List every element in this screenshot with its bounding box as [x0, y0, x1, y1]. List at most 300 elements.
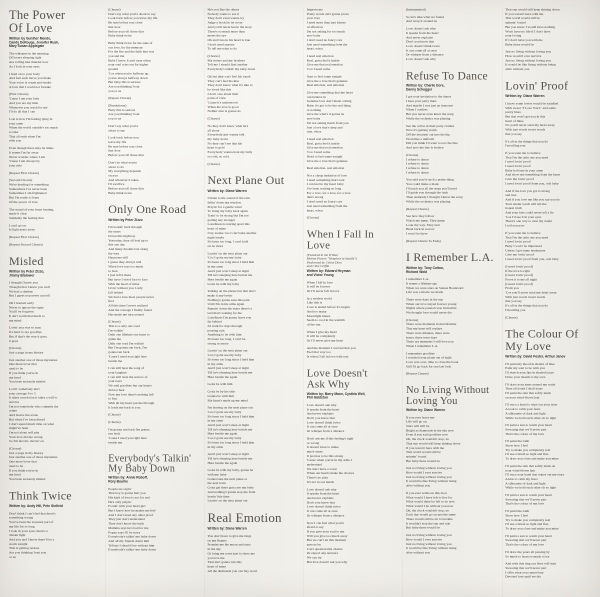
lyric-line: Watch my jump. They jump: [406, 218, 445, 223]
song-title-line: Only One Road: [108, 203, 187, 217]
lyric-line: What would I have left to live for: [406, 495, 453, 500]
lyric-line: about to say: [108, 128, 125, 133]
lyrics-stanza: [505, 464, 594, 490]
lyric-line: Everybody just wanna talk: [207, 133, 245, 137]
lyrics-stanza: [9, 93, 98, 115]
lyric-line: Don't you know that: [306, 500, 335, 505]
lyric-line: night lonely: [207, 235, 225, 240]
lyric-line: It wouldn't stop the sun and rain: [406, 521, 451, 526]
lyric-line: To tell me what to do: [207, 47, 237, 51]
lyric-line: I need something that's real: [306, 178, 345, 182]
lyric-line: This is getting serious: [9, 546, 40, 551]
lyric-line: heart of mine: [207, 227, 226, 231]
lyric-line: Your voice is warm and tender: [9, 81, 52, 85]
lyric-line: This world would still be: [505, 16, 540, 21]
writer-credit: [406, 266, 495, 274]
song-title: [505, 80, 594, 92]
lyric-line: 'Cause it's understood: [207, 101, 238, 105]
lyric-line: If the love is right: [505, 269, 530, 273]
lyrics-stanza: [108, 136, 197, 158]
lyric-line: I remember L.A.: [406, 277, 430, 282]
lyric-line: Never wonder where I am: [9, 155, 45, 159]
lyric-line: make it any better: [207, 294, 233, 298]
lyric-line: You been seriously misled: [9, 477, 46, 481]
lyric-line: Leavin' on the next plane out: [207, 499, 248, 503]
lyric-line: pretty lines: [505, 110, 521, 115]
lyric-line: Swearing that we'll never part: [505, 427, 547, 432]
lyric-line: 'Cos I need some: [306, 150, 331, 155]
lyric-line: Baby there would be: [505, 42, 534, 47]
lyrics-stanza: [307, 216, 396, 220]
lyric-line: But baby there would be: [406, 459, 440, 463]
lyric-line: It leads me back to you: [108, 405, 141, 410]
lyric-line: Just need something from the: [306, 204, 348, 208]
lyric-line: 'Cos I gotta see my baby: [207, 256, 242, 260]
lyric-line: It just has to be this strong: [306, 454, 344, 458]
lyric-line: your soul cries out for higher: [108, 63, 149, 67]
lyric-line: It's been too long since I held him: [207, 357, 255, 362]
lyric-line: Baby this is serious: [108, 108, 136, 112]
lyric-line: it goes: [9, 339, 19, 343]
song-title-line: When I Fall In: [306, 227, 375, 240]
lyric-line: Impress me: [306, 8, 323, 12]
lyric-line: Till he's sleeping here beside me: [207, 456, 253, 461]
song-title-line: My Love: [505, 339, 551, 353]
lyric-line: Are you thinking 'bout: [108, 112, 140, 117]
lyric-line: I refuse to dance: [406, 166, 429, 170]
lyric-line: you and me: [108, 54, 125, 59]
lyric-line: And you and I know there'll be a: [9, 537, 55, 542]
lyric-line: Love doesn't ask why: [406, 27, 436, 31]
lyric-line: my baby down: [207, 137, 228, 141]
lyric-line: I'll paint a sun to warm your heart: [505, 534, 552, 538]
lyric-line: How would I ever survive: [406, 537, 442, 542]
lyrics-stanza: [406, 352, 495, 369]
lyric-line: And maybe I was just an innocent: [406, 103, 453, 108]
lyric-line: They don't even wanna try: [207, 16, 245, 21]
song-title-line: Loving You: [406, 394, 458, 407]
credit-line: Written by: David Foster, Arthur Janov: [505, 355, 566, 359]
lyric-line: Just need something from the: [306, 42, 348, 47]
credit-line: Written by: Diane Warren: [207, 527, 247, 531]
lyric-line: used to be: [9, 464, 23, 468]
lyric-line: His kind of love is not for real: [108, 495, 150, 500]
lyric-line: But if that's the way it goes,: [9, 334, 48, 339]
lyric-line: you're always halfway down: [108, 76, 148, 80]
lyrics-stanza: [9, 326, 98, 343]
writer-credit: [307, 392, 396, 400]
lyric-line: Worn like a uniform: [406, 137, 434, 141]
lyric-line: I'm leaving on the next plane out: [207, 406, 253, 410]
lyric-line: With just words sweet words: [505, 295, 546, 299]
lyric-line: And you are my man: [9, 101, 39, 105]
lyric-line: My heart's made up my mind: [207, 398, 248, 403]
lyric-line: fallin' down my window: [207, 200, 242, 205]
lyrics-stanza: [505, 50, 594, 72]
lyric-line: Now my love there's nothing left: [108, 392, 154, 397]
lyric-line: While the orchestra was playing: [406, 199, 451, 204]
lyric-line: of affection: [306, 25, 323, 29]
lyric-line: Poppa says I'll be sorry: [108, 530, 141, 535]
lyric-line: And show me something from the heart: [505, 173, 560, 177]
note-line: Performed by Celine Dion: [306, 260, 342, 265]
lyrics-stanza: [9, 179, 98, 205]
lyric-line: Life was a movie we made: [406, 290, 444, 295]
lyric-line: My everything depends: [108, 169, 141, 174]
lyric-line: But when I've been dissed: [9, 417, 46, 422]
lyric-line: pass us by: [306, 543, 321, 547]
lyric-line: To bring my baby back again: [207, 209, 248, 214]
lyric-line: my head: [9, 375, 21, 380]
lyric-line: Leavin' on the next plane out: [207, 251, 248, 256]
lyric-line: I offer what you cannot buy: [505, 570, 544, 575]
lyric-line: I need real emotion: [306, 137, 334, 141]
lyric-line: Off the decanter cut into the hip: [406, 133, 450, 137]
lyric-line: You been seriously misled: [9, 380, 46, 384]
lyrics-column-5: [403, 8, 495, 597]
lyric-line: When we were stars on Sunset Boulevard: [406, 286, 464, 290]
lyric-line: With sweet "I Love You's" and some: [505, 106, 556, 110]
lyric-line: Yesterday, they all lead up to: [108, 238, 149, 243]
lyric-line: can believe in: [306, 95, 326, 99]
lyric-line: your laughter: [108, 370, 127, 375]
lyrics-stanza: [307, 281, 396, 294]
lyric-line: Baby think twice: [108, 191, 132, 195]
lyric-line: Now I can feel what you're: [306, 521, 345, 525]
lyric-line: on my fingers: [207, 538, 227, 543]
lyrics-stanza: [307, 346, 396, 359]
lyric-line: strong no more: [207, 341, 229, 346]
lyric-line: Swearing that we'll never part: [505, 538, 547, 543]
lyric-line: Of lovers sleeping tight: [9, 56, 42, 60]
credit-line: Candy DeRouge, Jennifer Rush,: [9, 40, 60, 45]
lyric-line: One more lover that: [9, 362, 37, 367]
lyrics-stanza: [505, 550, 594, 559]
song-title-line: I Remember L.A.: [406, 251, 494, 265]
lyric-line: There would still be air to breathe: [406, 517, 453, 522]
lyric-line: It's hard to say goodbye: [9, 330, 42, 335]
lyric-line: And all my friends doubt him: [108, 539, 150, 543]
lyric-line: Just no living without loving you: [505, 58, 551, 63]
lyric-line: Unless I get some tenderness: [505, 248, 546, 253]
lyric-line: Mamma says he's bad for me: [108, 526, 149, 530]
lyrics-stanza: [9, 52, 98, 69]
lyric-line: alive without you: [406, 550, 431, 555]
lyric-line: Baby I won't be impressed: [505, 244, 542, 248]
lyric-line: (I need lovin' proof): [505, 273, 533, 278]
lyrics-stanza: [9, 301, 98, 323]
lyric-line: I remember goodbye: [406, 351, 435, 356]
lyric-line: It would be like living without being: [406, 479, 457, 484]
lyric-line: I need lovin' proof: [505, 164, 531, 169]
lyric-line: And whatever it takes,: [108, 178, 140, 182]
lyric-line: with my baby: [207, 473, 227, 477]
credit-line: Written by: Diane Warren: [406, 408, 446, 412]
lyric-line: I need lovin' proof from you, ooh baby: [505, 257, 559, 262]
lyrics-stanza: [9, 236, 98, 240]
lyric-line: (I need lovin' proof): [505, 282, 533, 286]
lyric-line: Leavin' on the next plane out: [207, 349, 248, 353]
lyric-line: I'll paint the truth: [505, 509, 530, 514]
lyric-line: It seems I'm far away: [9, 150, 39, 155]
lyric-line: With all my heart put me through: [108, 401, 155, 405]
lyric-line: Give me lovin' proof: [505, 253, 534, 257]
lyric-line: Life will go on: [406, 420, 427, 424]
lyric-line: Love doesn't ask why: [306, 487, 337, 492]
song-title: [9, 9, 98, 35]
lyric-line: They can't feel his kiss: [207, 79, 239, 83]
lyric-line: No they can't see that his: [207, 141, 242, 146]
song-title-line: Lovin' Proof: [505, 79, 569, 93]
lyric-line: Give me that real emotion: [306, 63, 343, 67]
song-title: [9, 255, 98, 267]
lyric-line: But we can't let this moment: [306, 538, 347, 543]
lyric-line: Suddenly the feeling that: [9, 216, 44, 220]
lyrics-stanza: [9, 387, 98, 444]
lyric-line: that you say: [505, 299, 522, 304]
lyric-line: Then suddenly I thought I knew the song: [406, 195, 463, 200]
lyrics-column-6: [502, 8, 594, 597]
lyric-line: Don't think I can't feel that there's: [9, 511, 56, 516]
lyrics-stanza: [505, 383, 594, 400]
lyric-line: Down this highway: [108, 234, 136, 238]
lyrics-stanza: [208, 124, 297, 159]
writer-credit: [505, 95, 594, 99]
lyrics-stanza: [406, 534, 495, 556]
lyric-line: my life for so long: [9, 524, 35, 529]
lyrics-stanza: [505, 151, 594, 186]
lyric-line: But I know how he makes me feel: [108, 509, 156, 513]
note-line: (Featured in the TriStar: [306, 253, 339, 257]
song-title: [406, 70, 495, 82]
lyric-line: Haunt me still: [108, 256, 128, 260]
lyric-line: When the love is good: [207, 105, 239, 109]
lyrics-stanza: [406, 318, 495, 348]
lyric-line: Don't say what you're: [108, 124, 139, 128]
lyrics-stanza: [406, 215, 495, 237]
writer-credit: [505, 355, 594, 359]
lyric-line: This world would still be: [406, 450, 441, 455]
lyric-line: That ain't gonna win this: [207, 560, 242, 565]
lyrics-stanza: [406, 278, 495, 295]
lyric-line: and true: [505, 193, 517, 198]
song-title-line: Real Emotion: [207, 510, 282, 525]
lyric-line: It can come all at once: [306, 425, 338, 429]
writer-credit: [208, 527, 297, 531]
lyric-line: Baby it's got to be the real thing: [306, 104, 351, 108]
lyric-line: There were minutes, there were: [406, 331, 450, 335]
lyric-line: hours, there were days: [406, 335, 437, 340]
lyric-line: If you weren't here with me: [406, 446, 445, 450]
lyric-line: Promise me the moon and stars: [207, 543, 251, 547]
lyric-line: Pretty words ain't gonna prove: [306, 12, 349, 16]
lyrics-stanza: [108, 41, 197, 93]
lyric-line: It would be like living without being: [505, 63, 556, 67]
lyrics-stanza: [505, 316, 594, 320]
lyric-line: When I remember L.A.: [406, 344, 439, 348]
lyrics-stanza: [505, 403, 594, 420]
lyric-line: Give me a love that's genuine: [306, 159, 348, 163]
lyric-line: Will you give too much away: [306, 534, 348, 538]
lyrics-stanza: [108, 97, 197, 101]
lyric-line: The sound of your heart beating,: [9, 207, 54, 212]
lyrics-stanza: [208, 252, 297, 287]
lyric-line: that door: [108, 25, 121, 29]
lyric-line: With the heart of mine: [108, 282, 140, 286]
lyric-line: Prove it to me all night: [505, 277, 537, 282]
lyric-line: (Breakdown): [108, 104, 127, 108]
lyric-line: Don't you know that: [406, 40, 435, 44]
lyric-line: It's been too long, I can't hold: [207, 240, 249, 244]
lyric-line: I refuse to dance: [406, 157, 429, 162]
lyric-line: No they don't know what he's: [207, 124, 249, 128]
lyric-line: run back: [108, 432, 121, 436]
lyric-line: I'll paint the rain that softly lands on: [505, 464, 556, 468]
lyric-line: Each day would go on just the same: [406, 513, 456, 517]
lyric-line: I don't spend much time on what: [9, 422, 55, 426]
lyric-line: From you: [505, 286, 519, 291]
lyric-line: But I guess you never can tell: [9, 294, 50, 298]
lyric-line: Oh, the clock wouldn't stop, no: [406, 437, 450, 442]
lyric-line: your side: [9, 163, 22, 168]
lyric-line: or nothing: [306, 108, 322, 112]
lyric-line: There's one way to ease my doubt: [505, 219, 552, 224]
lyric-line: If you want me to believe: [505, 151, 541, 155]
lyric-line: We had a love most people never: [108, 295, 154, 299]
lyrics-stanza: [9, 147, 98, 169]
lyric-line: ground: [108, 67, 119, 72]
lyrics-stanza: [307, 8, 396, 52]
lyric-line: Just no living without loving you: [505, 50, 551, 54]
lyrics-stanza: [9, 347, 98, 356]
lyric-line: Tell me I should find another: [207, 63, 248, 67]
lyric-line: Won't have no life if I don't have: [505, 29, 551, 34]
lyric-line: There were days in the sun: [406, 297, 444, 302]
lyric-line: Or whisper from a distance: [306, 429, 345, 434]
lyric-line: He's not like the others: [207, 8, 240, 12]
lyrics-stanza: [307, 330, 396, 343]
lyric-line: I can't go on: [9, 223, 26, 228]
lyric-line: (Chorus): [108, 413, 121, 417]
lyric-line: Just a page in my history: [9, 451, 44, 455]
lyric-line: or us: [9, 555, 16, 559]
lyric-line: Paint my soul to be with you: [505, 366, 545, 371]
lyric-line: If you give your soul to me: [306, 529, 345, 534]
lyric-line: That sun would still keep shining down: [505, 8, 560, 12]
lyric-line: with you: [9, 139, 22, 143]
lyrics-stanza: [406, 178, 495, 204]
lyric-line: I'll use a brush so light and fine: [505, 452, 549, 457]
lyric-line: that's strong: [306, 195, 324, 200]
lyric-line: Baby think twice for the sake of: [108, 41, 153, 45]
song-title: [9, 490, 98, 502]
lyric-line: That's the colour of my love: [505, 432, 545, 436]
lyrics-stanza: [406, 372, 495, 376]
lyric-line: alive without you: [505, 67, 530, 72]
lyric-line: Just no living without loving you: [406, 475, 452, 479]
lyric-line: Lovin' you was so easy: [9, 326, 42, 330]
lyric-line: It can come all at once: [306, 509, 338, 514]
lyric-line: All this time I never realized: [108, 304, 148, 308]
lyrics-stanza: [208, 117, 297, 121]
credit-line: Written by: Tony Colton,: [406, 266, 444, 270]
lyric-line: Or I'll never give my heart: [306, 339, 344, 343]
lyric-line: (I need lovin' proof): [505, 264, 533, 269]
lyric-line: You said you're such a pretty thing: [406, 178, 454, 182]
lyric-line: (Second Chorus): [9, 178, 33, 183]
lyric-line: Everybody's talkin' my baby down: [108, 548, 156, 552]
lyric-line: But have I stood face to face: [108, 277, 148, 282]
credit-line: Written by: Annie Roboff,: [108, 476, 148, 480]
lyrics-stanza: [406, 95, 495, 121]
lyric-line: I can feel in my heart baby: [306, 182, 344, 187]
lyric-line: What would there be left to do now: [406, 500, 455, 504]
lyric-line: This is a only one road: [108, 324, 140, 328]
lyric-line: Nights where passion was invincible: [406, 306, 457, 311]
lyric-line: Till he's sleeping here beside me: [207, 370, 253, 375]
lyric-line: But baby this is serious: [108, 80, 141, 85]
lyric-line: So much to learn so much to try: [505, 554, 550, 559]
lyric-line: I'll do all that I can: [9, 110, 35, 114]
lyric-line: And too many: [306, 309, 327, 314]
lyric-line: Start to feel some tonight: [306, 74, 342, 79]
lyric-line: heart, whoa: [306, 208, 323, 213]
lyric-line: Until I'm in his arms again: [207, 302, 245, 307]
writer-credit: [208, 189, 297, 193]
song-title-line: Think Twice: [9, 489, 72, 503]
lyric-line: They don't know the truth: [108, 522, 144, 526]
song-title-line: Refuse To Dance: [406, 69, 488, 82]
lyric-line: Nothin' else is gonna do: [207, 109, 241, 114]
lyric-line: 'Cos I gotta see my baby: [207, 410, 242, 414]
lyrics-stanza: [505, 102, 594, 137]
lyric-line: And your kiss could never tell a lie: [505, 211, 554, 215]
lyric-line: my head: [9, 473, 21, 477]
lyric-line: That all ends when I'm: [9, 134, 41, 139]
lyric-line: Just no living without loving you: [406, 542, 452, 546]
song-title: [307, 367, 396, 389]
lyric-line: Try to make you completely real: [505, 448, 551, 452]
lyric-line: We said goodbye but our hearts: [108, 384, 152, 388]
lyric-line: While we hold each other oh so tight: [505, 416, 557, 420]
lyric-line: your arms: [9, 121, 23, 126]
lyric-line: pouring rain: [207, 328, 225, 333]
song-title: [208, 175, 297, 187]
song-title: [406, 385, 495, 406]
lyric-line: Your tender touch will tell the: [505, 202, 547, 206]
lyric-line: But baby there would be: [406, 526, 440, 530]
lyric-line: I'll draw the years all passing by: [505, 550, 550, 554]
lyric-line: And I just won't sleep at night: [207, 366, 249, 371]
lyric-line: A silhouette of dark and light: [505, 411, 546, 416]
lyric-line: leave my life: [108, 140, 127, 144]
lyric-line: Love doesn't think twice: [406, 44, 440, 48]
lyric-line: Even if you said goodbye now: [406, 433, 449, 437]
lyric-line: on you: [108, 173, 118, 178]
lyrics-stanza: [108, 8, 197, 38]
lyric-line: Till he's sleeping here beside me: [207, 427, 253, 432]
lyric-line: Whenever you reach for me: [9, 105, 48, 110]
lyric-line: Gotta be by his side: [207, 390, 235, 394]
lyrics-stanza: [307, 403, 396, 433]
lyric-line: I refuse to dance: [406, 162, 429, 166]
lyrics-stanza: [208, 383, 297, 387]
lyric-line: Nobody wants to see it: [207, 12, 240, 16]
lyric-line: A love that I could not forsake: [9, 85, 51, 89]
lyric-line: Swearing that we'll never part: [505, 566, 547, 570]
lyric-line: See the cellos in their party clothes: [406, 124, 455, 128]
lyric-line: now baby: [306, 34, 321, 38]
